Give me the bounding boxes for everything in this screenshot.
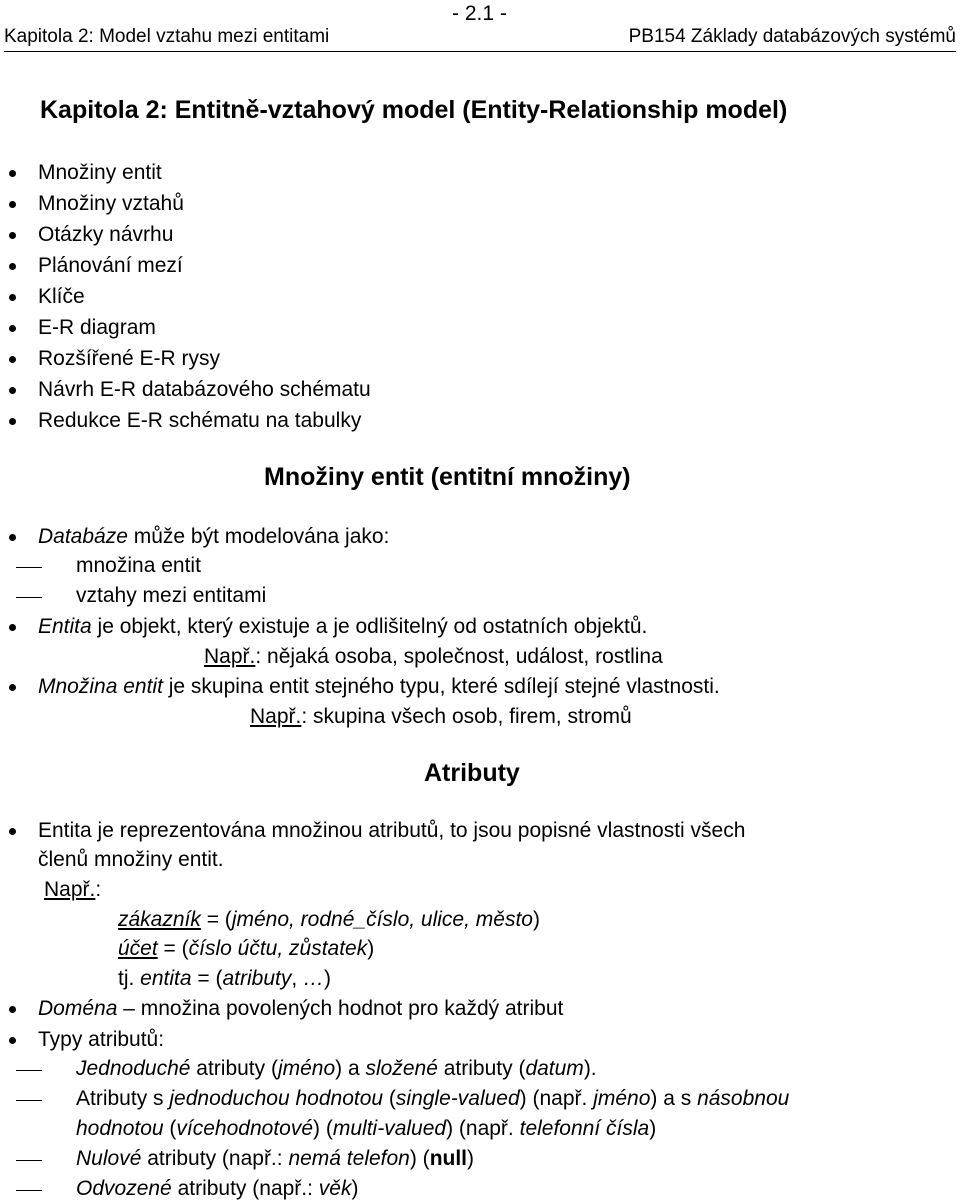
bullet-entity-set: Množina entit je skupina entit stejného typu, které sdílejí stejné vlastnosti. <box>38 673 720 701</box>
example-account: účet = (číslo účtu, zůstatek) <box>118 937 375 960</box>
dash-item-simple-composite: Jednoduché atributy (jméno) a složené atributy (datum). <box>76 1055 597 1083</box>
toc-item: Plánování mezí <box>38 252 183 280</box>
toc-item: Množiny entit <box>38 159 162 187</box>
toc-item: Redukce E-R schématu na tabulky <box>38 407 361 435</box>
toc-item: Rozšířené E-R rysy <box>38 345 220 373</box>
toc-item: Návrh E-R databázového schématu <box>38 376 371 404</box>
toc-item: Klíče <box>38 283 85 311</box>
example-label: Např.: <box>44 878 102 901</box>
toc-item: Množiny vztahů <box>38 190 184 218</box>
toc-item: Otázky návrhu <box>38 221 173 249</box>
toc-item: E-R diagram <box>38 314 156 342</box>
header-rule <box>4 51 956 52</box>
dash-item-null: Nulové atributy (např.: nemá telefon) (null) <box>76 1145 474 1173</box>
chapter-title: Kapitola 2: Entitně-vztahový model (Entity-Relationship model) <box>40 96 788 124</box>
example-customer: zákazník = (jméno, rodné_číslo, ulice, město) <box>118 908 540 931</box>
example-entity-equals-attributes: tj. entita = (atributy, …) <box>118 967 332 990</box>
dash-item-single-multi-valued: Atributy s jednoduchou hodnotou (single-valued) (např. jméno) a s násobnou <box>76 1085 789 1113</box>
example-entity-set: Např.: skupina všech osob, firem, stromů <box>250 705 632 728</box>
dash-item-relationships: vztahy mezi entitami <box>76 582 266 610</box>
running-header-left: Kapitola 2: Model vztahu mezi entitami <box>4 26 330 47</box>
bullet-domain: Doména – množina povolených hodnot pro každý atribut <box>38 995 563 1023</box>
bullet-entity-attributes-cont: členů množiny entit. <box>38 848 224 871</box>
dash-item-entity-set: množina entit <box>76 552 201 580</box>
bullet-entity-attributes: Entita je reprezentována množinou atributů, to jsou popisné vlastnosti všech <box>38 817 745 845</box>
bullet-attribute-types: Typy atributů: <box>38 1026 164 1054</box>
section-heading-attributes: Atributy <box>424 759 520 787</box>
bullet-entity: Entita je objekt, který existuje a je odlišitelný od ostatních objektů. <box>38 613 647 641</box>
running-header-right: PB154 Základy databázových systémů <box>628 26 956 47</box>
example-entity: Např.: nějaká osoba, společnost, událost, rostlina <box>204 645 663 668</box>
bullet-database: Databáze může být modelována jako: <box>38 523 389 551</box>
dash-item-single-multi-valued-cont: hodnotou (vícehodnotové) (multi-valued) (např. telefonní čísla) <box>76 1117 657 1140</box>
section-heading-entity-sets: Množiny entit (entitní množiny) <box>264 463 631 491</box>
page-number: - 2.1 - <box>452 2 507 25</box>
dash-item-derived: Odvozené atributy (např.: věk) <box>76 1175 358 1203</box>
